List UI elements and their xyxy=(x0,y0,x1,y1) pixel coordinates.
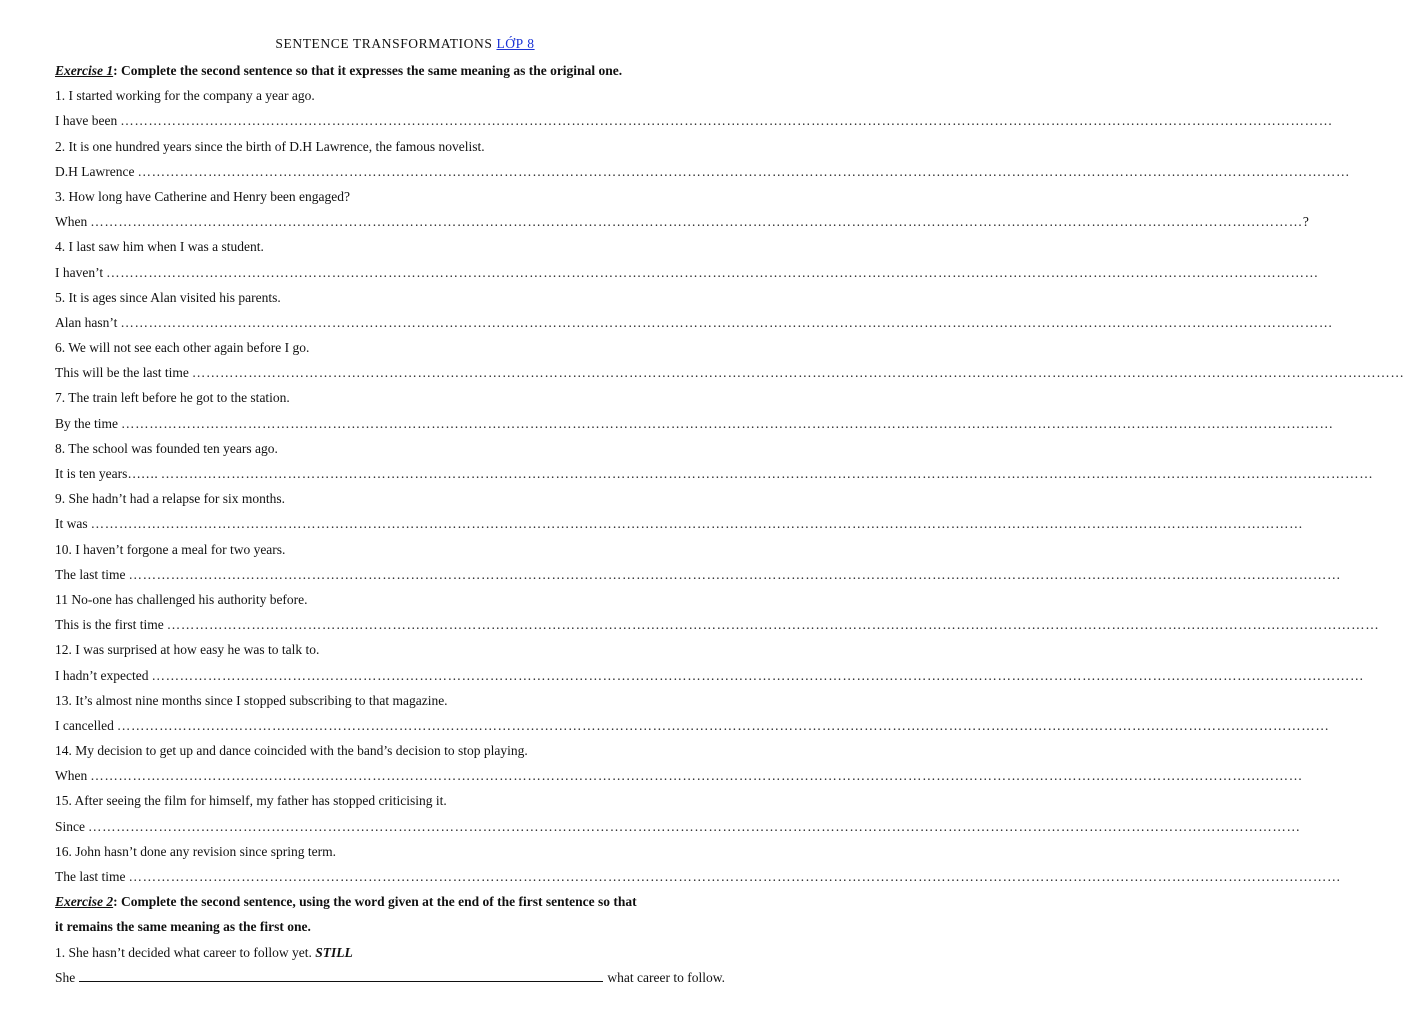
answer-prefix: The last time xyxy=(55,566,126,582)
answer-prefix: It was xyxy=(55,516,88,532)
worksheet-page xyxy=(55,30,1404,990)
exercise2-answer-start: She xyxy=(55,969,76,985)
answer-prefix: The last time xyxy=(55,869,126,884)
answer-dotted-blank[interactable]: …………………………………………………………………………………………………………………………………………………………………………………………………………………………………… xyxy=(90,516,1304,532)
answer-prefix: I haven’t xyxy=(55,264,104,280)
exercise1-answer-9 xyxy=(55,511,1304,536)
exercise1-question-1: 1. I started working for the company a year ago. xyxy=(55,88,315,104)
exercise1-question-9: 9. She hadn’t had a relapse for six months. xyxy=(55,491,285,507)
exercise1-answer-16 xyxy=(55,864,1342,889)
exercise1-answer-1 xyxy=(55,108,1333,133)
answer-dotted-blank[interactable]: …………………………………………………………………………………………………………………………………………………………………………………………………………………………………… xyxy=(88,818,1301,834)
exercise1-answer-11 xyxy=(55,612,1380,637)
answer-dotted-blank[interactable]: …………………………………………………………………………………………………………………………………………………………………………………………………………………………………… xyxy=(191,365,1404,381)
title-text: SENTENCE TRANSFORMATIONS xyxy=(275,36,493,51)
answer-prefix: This is the first time xyxy=(55,617,164,633)
exercise1-question-4: 4. I last saw him when I was a student. xyxy=(55,239,264,255)
exercise1-question-11: 11 No-one has challenged his authority before. xyxy=(55,591,308,607)
answer-prefix: I have been xyxy=(55,113,118,129)
answer-dotted-blank[interactable]: …………………………………………………………………………………………………………………………………………………………………………………………………………………………………… xyxy=(128,869,1342,884)
exercise2-keyword: STILL xyxy=(315,944,353,960)
exercise1-question-2: 2. It is one hundred years since the birth of D.H Lawrence, the famous novelist. xyxy=(55,138,485,154)
exercise1-answer-3 xyxy=(55,209,1309,234)
exercise1-answer-5 xyxy=(55,310,1333,335)
answer-prefix: It is ten years……. xyxy=(55,466,158,481)
exercise1-answer-13 xyxy=(55,713,1330,738)
answer-dotted-blank[interactable]: …………………………………………………………………………………………………………………………………………………………………………………………………………………………………… xyxy=(90,768,1303,784)
exercise1-answer-12 xyxy=(55,663,1365,688)
exercise1-answer-7 xyxy=(55,411,1334,436)
answer-prefix: Alan hasn’t xyxy=(55,314,118,330)
answer-dotted-blank[interactable]: …………………………………………………………………………………………………………………………………………………………………………………………………………………………………… xyxy=(120,113,1333,129)
exercise1-instruction: : Complete the second sentence so that it expresses the same meaning as the original one. xyxy=(113,63,623,78)
answer-prefix: When xyxy=(55,214,88,230)
answer-prefix: I cancelled xyxy=(55,717,114,733)
exercise1-heading xyxy=(55,58,725,83)
answer-dotted-blank[interactable]: …………………………………………………………………………………………………………………………………………………………………………………………………………………………………… xyxy=(166,617,1380,633)
answer-dotted-blank[interactable]: …………………………………………………………………………………………………………………………………………………………………………………………………………………………………… xyxy=(128,566,1342,582)
exercise1-label: Exercise 1 xyxy=(55,63,114,78)
exercise2-instruction-line1: : Complete the second sentence, using the word given at the end of the first sentence so that xyxy=(113,894,637,910)
exercise1-answer-10 xyxy=(55,562,1342,587)
answer-dotted-blank[interactable]: …………………………………………………………………………………………………………………………………………………………………………………………………………………………………… xyxy=(121,415,1334,431)
exercise1-question-12: 12. I was surprised at how easy he was to talk to. xyxy=(55,642,320,658)
answer-dotted-blank[interactable]: …………………………………………………………………………………………………………………………………………………………………………………………………………………………………… xyxy=(106,264,1319,280)
exercise1-question-16: 16. John hasn’t done any revision since spring term. xyxy=(55,843,336,859)
worksheet-title xyxy=(55,30,725,58)
exercise1-question-7: 7. The train left before he got to the station. xyxy=(55,390,290,406)
exercise1-question-13: 13. It’s almost nine months since I stopped subscribing to that magazine. xyxy=(55,692,448,708)
exercise1-items xyxy=(55,83,1404,889)
answer-prefix: By the time xyxy=(55,415,118,431)
exercise2-answer-end: what career to follow. xyxy=(607,969,725,985)
answer-dotted-blank[interactable]: …………………………………………………………………………………………………………………………………………………………………………………………………………………………………… xyxy=(116,717,1330,733)
answer-dotted-blank[interactable]: …………………………………………………………………………………………………………………………………………………………………………………………………………………………………… xyxy=(160,466,1374,481)
exercise1-answer-6 xyxy=(55,360,1404,385)
exercise1-answer-4 xyxy=(55,260,1319,285)
grade-link[interactable]: LỚP 8 xyxy=(496,36,535,51)
exercise1-question-5: 5. It is ages since Alan visited his parents. xyxy=(55,289,281,305)
answer-prefix: This will be the last time xyxy=(55,365,189,381)
exercise2-heading xyxy=(55,889,725,914)
exercise1-question-15: 15. After seeing the film for himself, my father has stopped criticising it. xyxy=(55,793,447,809)
answer-prefix: D.H Lawrence xyxy=(55,163,135,179)
exercise2-question-text: 1. She hasn’t decided what career to follow yet. xyxy=(55,944,312,960)
answer-suffix: ? xyxy=(1302,214,1309,230)
exercise1-answer-14 xyxy=(55,763,1303,788)
answer-prefix: Since xyxy=(55,818,85,834)
exercise1-answer-2 xyxy=(55,159,1351,184)
answer-dotted-blank[interactable]: …………………………………………………………………………………………………………………………………………………………………………………………………………………………………… xyxy=(151,667,1365,683)
exercise2-answer-blank[interactable] xyxy=(79,965,603,982)
answer-prefix: I hadn’t expected xyxy=(55,667,149,683)
answer-prefix: When xyxy=(55,768,88,784)
exercise1-question-6: 6. We will not see each other again before I go. xyxy=(55,340,310,356)
exercise1-question-10: 10. I haven’t forgone a meal for two years. xyxy=(55,541,286,557)
exercise2-instruction-line2: it remains the same meaning as the first one. xyxy=(55,919,311,935)
exercise2-question-1 xyxy=(55,940,725,965)
exercise1-question-14: 14. My decision to get up and dance coincided with the band’s decision to stop playing. xyxy=(55,743,528,759)
exercise1-answer-8 xyxy=(55,461,1374,486)
exercise1-question-3: 3. How long have Catherine and Henry been engaged? xyxy=(55,188,351,204)
answer-dotted-blank[interactable]: …………………………………………………………………………………………………………………………………………………………………………………………………………………………………… xyxy=(137,163,1351,179)
exercise2-answer-1 xyxy=(55,965,725,990)
exercise1-question-8: 8. The school was founded ten years ago. xyxy=(55,440,278,456)
exercise1-answer-15 xyxy=(55,814,1301,839)
answer-dotted-blank[interactable]: …………………………………………………………………………………………………………………………………………………………………………………………………………………………………… xyxy=(90,214,1303,230)
exercise2-label: Exercise 2 xyxy=(55,894,114,910)
answer-dotted-blank[interactable]: …………………………………………………………………………………………………………………………………………………………………………………………………………………………………… xyxy=(120,314,1333,330)
